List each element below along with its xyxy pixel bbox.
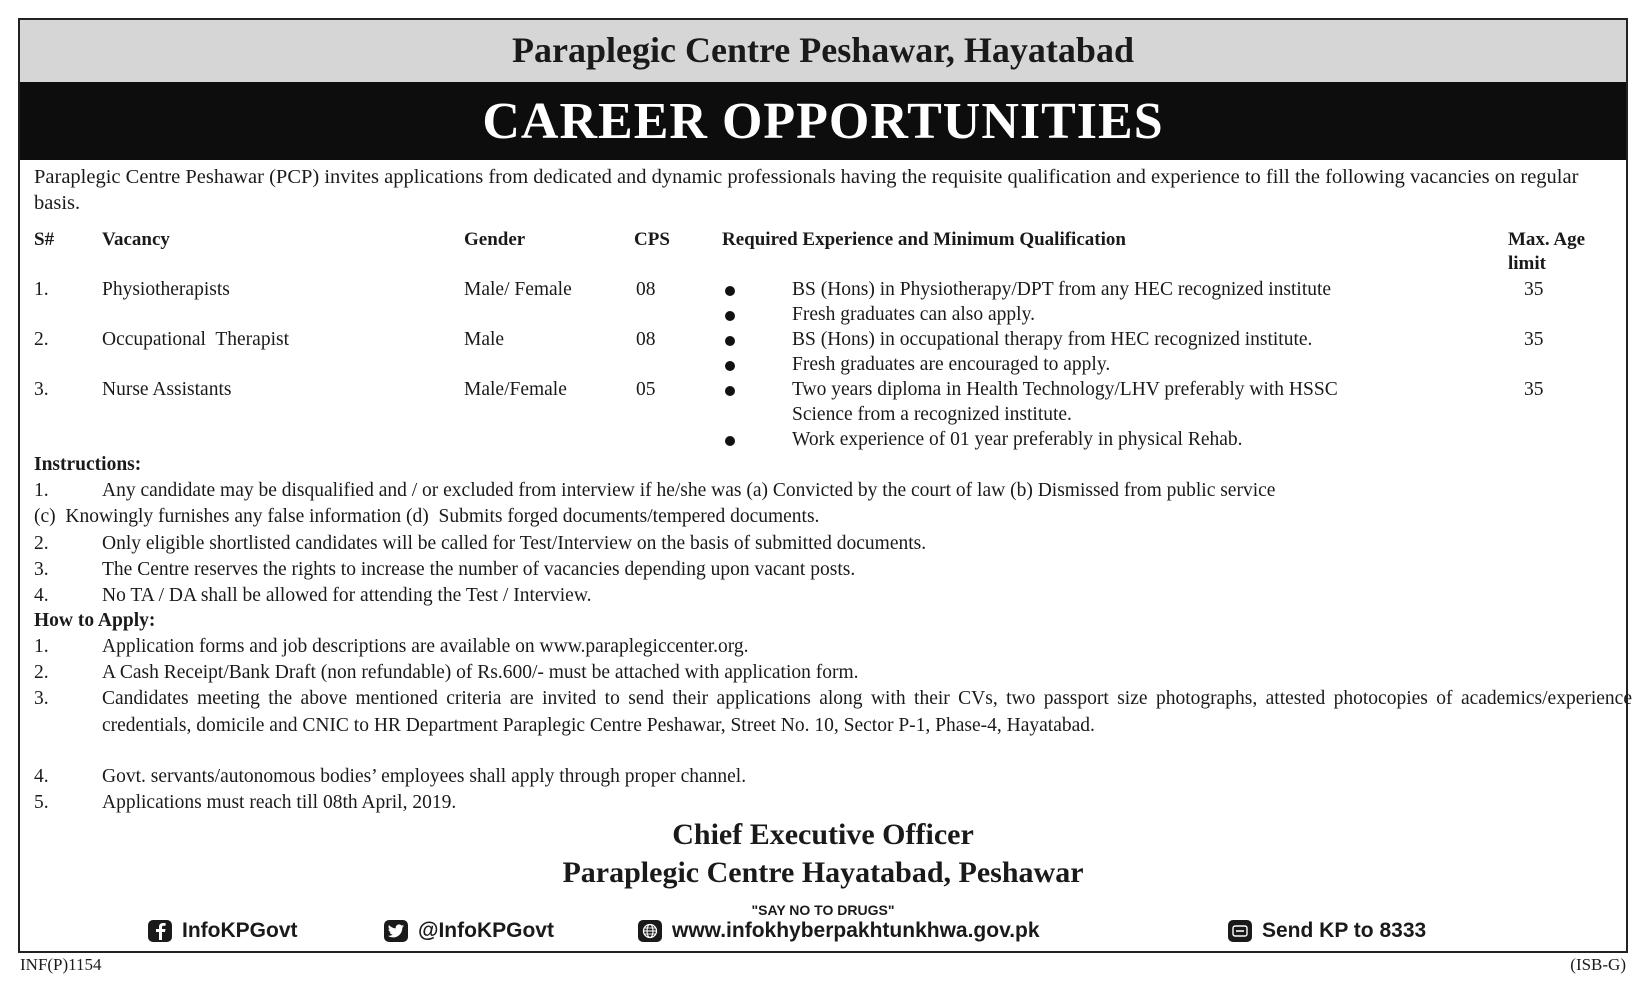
row1-req-1: BS (Hons) in Physiotherapy/DPT from any HEC recognized institute bbox=[792, 279, 1332, 300]
row1-gender: Male/ Female bbox=[464, 279, 572, 300]
apply-item: Govt. servants/autonomous bodies’ employees shall apply through proper channel. bbox=[102, 766, 747, 787]
signature-organization: Paraplegic Centre Hayatabad, Peshawar bbox=[562, 856, 1084, 889]
row2-req-1: BS (Hons) in occupational therapy from HEC recognized institute. bbox=[792, 329, 1313, 350]
apply-item: Candidates meeting the above mentioned criteria are invited to send their applications along with their CVs, two passport size photographs, attested photocopies of academics/experience credentials, domicile and CNIC to HR Department Paraplegic Centre Peshawar, Street No. 10, Sector P-1, Phase-4, Hayatabad. bbox=[102, 688, 1632, 736]
sms-link[interactable] bbox=[1228, 918, 1426, 944]
apply-item: Applications must reach till 08th April, 2019. bbox=[102, 792, 457, 813]
instruction-number: 1. bbox=[34, 480, 49, 501]
row2-gender: Male bbox=[464, 329, 505, 350]
instruction-number: 3. bbox=[34, 559, 49, 580]
row3-gender: Male/Female bbox=[464, 379, 567, 400]
sms-icon bbox=[1228, 920, 1252, 942]
twitter-link[interactable] bbox=[384, 918, 554, 944]
instruction-item: The Centre reserves the rights to increase the number of vacancies depending upon vacant posts. bbox=[102, 559, 856, 580]
row2-cps: 08 bbox=[636, 329, 656, 350]
bullet-icon bbox=[725, 286, 735, 296]
sms-text: Send KP to 8333 bbox=[1262, 919, 1427, 942]
twitter-handle: @InfoKPGovt bbox=[418, 919, 554, 942]
apply-number: 4. bbox=[34, 766, 49, 787]
bullet-icon bbox=[725, 436, 735, 446]
apply-item: A Cash Receipt/Bank Draft (non refundable) of Rs.600/- must be attached with application form. bbox=[102, 662, 859, 683]
row2-sno: 2. bbox=[34, 329, 49, 350]
instruction-item: Any candidate may be disqualified and / or excluded from interview if he/she was (a) Convicted by the court of law (b) Dismissed from public service bbox=[102, 480, 1276, 501]
instructions-heading: Instructions: bbox=[34, 454, 142, 475]
row1-cps: 08 bbox=[636, 279, 656, 300]
row1-req-2: Fresh graduates can also apply. bbox=[792, 304, 1035, 325]
row3-age: 35 bbox=[1524, 379, 1544, 400]
row2-req-2: Fresh graduates are encouraged to apply. bbox=[792, 354, 1111, 375]
header-age-line1: Max. Age bbox=[1508, 229, 1586, 250]
row1-age: 35 bbox=[1524, 279, 1544, 300]
row3-req-2: Work experience of 01 year preferably in physical Rehab. bbox=[792, 429, 1243, 450]
intro-paragraph: Paraplegic Centre Peshawar (PCP) invites applications from dedicated and dynamic professionals having the requisite qualification and experience to fill the following vacancies on regular basis. bbox=[34, 166, 1579, 214]
agency-code: (ISB-G) bbox=[1570, 955, 1626, 974]
apply-number: 2. bbox=[34, 662, 49, 683]
header-vacancy: Vacancy bbox=[102, 229, 170, 250]
row3-req-1-cont: Science from a recognized institute. bbox=[792, 404, 1072, 425]
row1-vacancy: Physiotherapists bbox=[102, 279, 230, 300]
twitter-icon bbox=[384, 920, 408, 942]
header-requirements: Required Experience and Minimum Qualification bbox=[722, 229, 1126, 250]
instruction-number: 4. bbox=[34, 585, 49, 606]
bullet-icon bbox=[725, 361, 735, 371]
apply-number: 5. bbox=[34, 792, 49, 813]
bullet-icon bbox=[725, 311, 735, 321]
slogan: "SAY NO TO DRUGS" bbox=[751, 902, 895, 918]
row1-sno: 1. bbox=[34, 279, 49, 300]
globe-icon bbox=[638, 920, 662, 942]
advertisement-frame bbox=[18, 18, 1632, 953]
row3-req-1: Two years diploma in Health Technology/LHV preferably with HSSC bbox=[792, 379, 1338, 400]
organization-header: Paraplegic Centre Peshawar, Hayatabad bbox=[20, 20, 1626, 82]
row2-vacancy: Occupational Therapist bbox=[102, 329, 289, 350]
apply-item: Application forms and job descriptions are available on www.paraplegiccenter.org. bbox=[102, 636, 749, 657]
instruction-item-cont: (c) Knowingly furnishes any false information (d) Submits forged documents/tempered documents. bbox=[34, 506, 820, 527]
instruction-number: 2. bbox=[34, 533, 49, 554]
website-link[interactable] bbox=[638, 918, 1040, 944]
header-sno: S# bbox=[34, 229, 55, 250]
bullet-icon bbox=[725, 386, 735, 396]
header-cps: CPS bbox=[634, 229, 670, 250]
header-gender: Gender bbox=[464, 229, 526, 250]
signature-title: Chief Executive Officer bbox=[672, 818, 974, 851]
row3-cps: 05 bbox=[636, 379, 656, 400]
facebook-handle: InfoKPGovt bbox=[182, 919, 298, 942]
header-age-line2: limit bbox=[1508, 253, 1546, 274]
how-to-apply-heading: How to Apply: bbox=[34, 610, 156, 631]
instruction-item: Only eligible shortlisted candidates will be called for Test/Interview on the basis of submitted documents. bbox=[102, 533, 927, 554]
facebook-icon bbox=[148, 920, 172, 942]
instruction-item: No TA / DA shall be allowed for attending the Test / Interview. bbox=[102, 585, 592, 606]
bullet-icon bbox=[725, 336, 735, 346]
row3-vacancy: Nurse Assistants bbox=[102, 379, 232, 400]
facebook-link[interactable] bbox=[148, 918, 298, 944]
apply-number: 3. bbox=[34, 688, 49, 709]
row3-sno: 3. bbox=[34, 379, 49, 400]
apply-number: 1. bbox=[34, 636, 49, 657]
row2-age: 35 bbox=[1524, 329, 1544, 350]
reference-code: INF(P)1154 bbox=[20, 955, 102, 974]
page-title: CAREER OPPORTUNITIES bbox=[20, 82, 1626, 160]
website-url: www.infokhyberpakhtunkhwa.gov.pk bbox=[672, 919, 1040, 942]
